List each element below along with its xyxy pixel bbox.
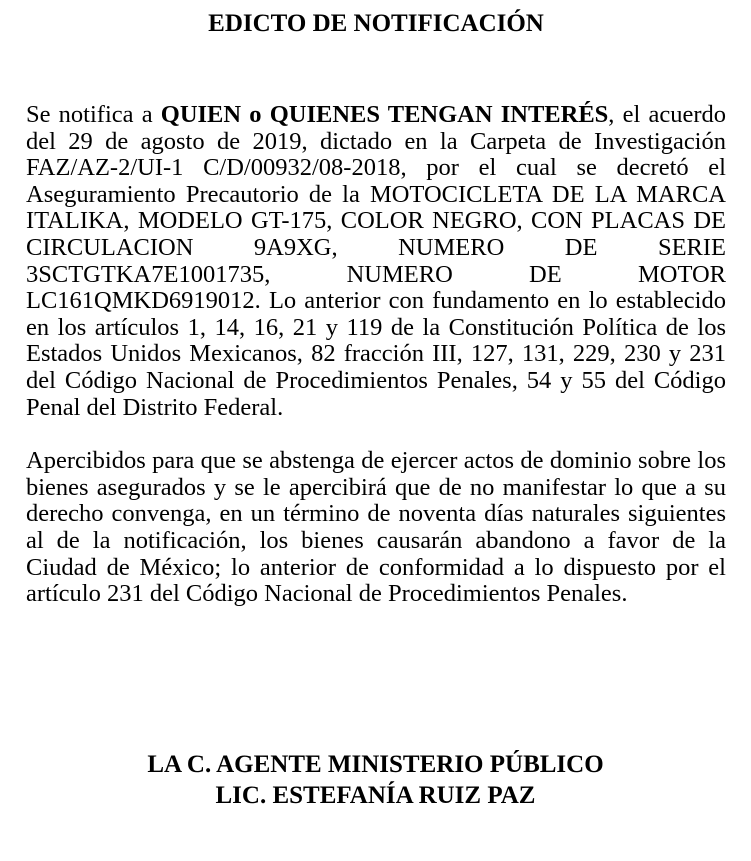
notification-body: , el acuerdo del 29 de agosto de 2019, dictado en la Carpeta de Investigación FAZ/AZ-2/UI-1 C/D/00932/08-2018, por el cual se decretó el Aseguramiento Precautorio de la MOTOCICLETA DE LA MARCA ITALIKA, MODELO GT-175, COLOR NEGRO, CON PLACAS DE CIRCULACION 9A9XG, NUMERO DE SERIE 3SCTGTKA7E1001735, NUMERO DE MOTOR LC161QMKD6919012. Lo anterior con fundamento en lo establecido en los artículos 1, 14, 16, 21 y 119 de la Constitución Política de los Estados Unidos Mexicanos, 82 fracción III, 127, 131, 229, 230 y 231 del Código Nacional de Procedimientos Penales, 54 y 55 del Código Penal del Distrito Federal. bbox=[26, 101, 726, 421]
notification-paragraph bbox=[26, 102, 726, 421]
warning-paragraph: Apercibidos para que se abstenga de ejercer actos de dominio sobre los bienes asegurados y se le apercibirá que de no manifestar lo que a su derecho convenga, en un término de noventa días naturales siguientes al de la notificación, los bienes causarán abandono a favor de la Ciudad de México; lo anterior de conformidad a lo dispuesto por el artículo 231 del Código Nacional de Procedimientos Penales. bbox=[26, 447, 726, 608]
signature-role: LA C. AGENTE MINISTERIO PÚBLICO bbox=[147, 751, 604, 778]
notification-intro: Se notifica a bbox=[26, 101, 153, 128]
notification-recipient: QUIEN o QUIENES TENGAN INTERÉS bbox=[160, 101, 609, 128]
document-title: EDICTO DE NOTIFICACIÓN bbox=[208, 10, 544, 37]
signature-block bbox=[0, 749, 751, 811]
signature-name: LIC. ESTEFANÍA RUIZ PAZ bbox=[215, 782, 536, 809]
